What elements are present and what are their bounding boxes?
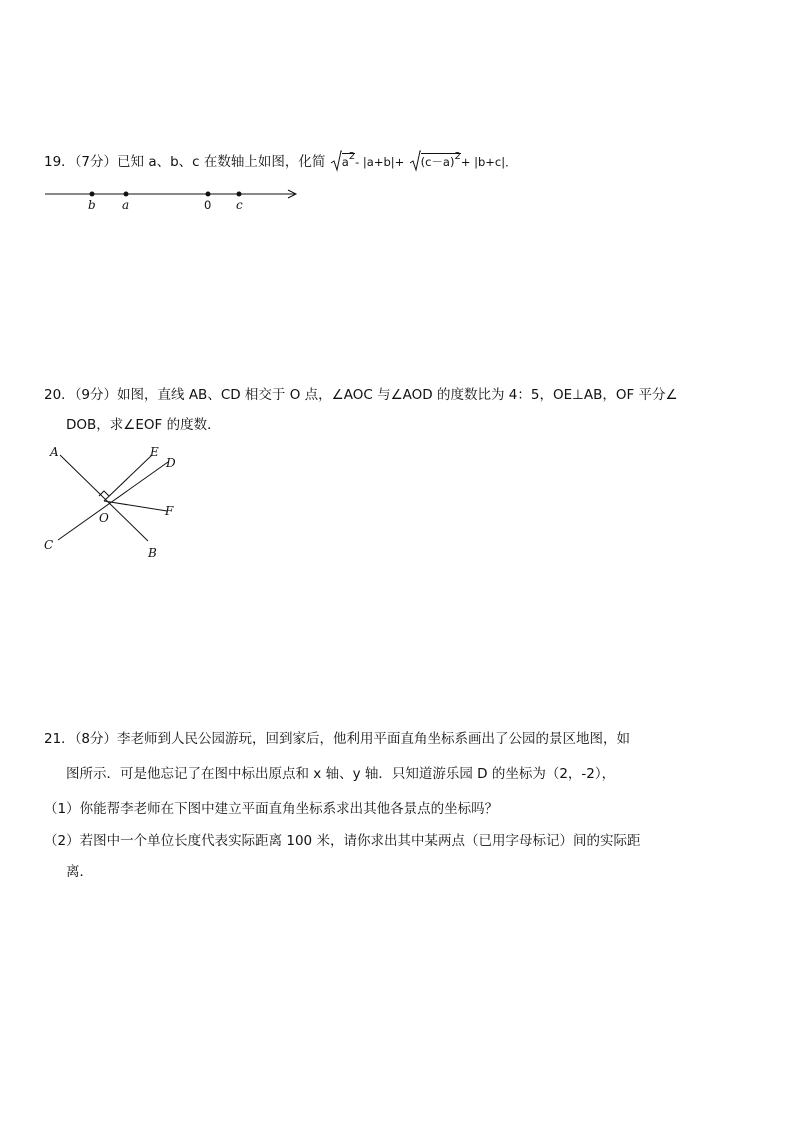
q19-expr-end: + |b+c|． bbox=[460, 155, 517, 169]
label-B: B bbox=[148, 546, 157, 560]
q21-line-1 bbox=[44, 729, 630, 749]
q21-sub-question-1: （1）你能帮李老师在下图中建立平面直角坐标系求出其他各景点的坐标吗？ bbox=[44, 801, 499, 817]
q20-text-1: 如图，直线 AB、CD 相交于 O 点，∠AOC 与∠AOD 的度数比为 4：5，OE⊥AB，OF 平分∠ bbox=[117, 387, 678, 403]
label-D: D bbox=[166, 456, 176, 470]
q20-line-2: DOB，求∠EOF 的度数． bbox=[66, 417, 221, 433]
q19-score: （7分） bbox=[74, 154, 118, 170]
q19-text: 已知 a、b、c 在数轴上如图，化简 bbox=[117, 154, 326, 170]
point-c bbox=[237, 192, 242, 197]
q19-expr-mid: - |a+b|+ bbox=[355, 155, 405, 169]
point-zero bbox=[206, 192, 211, 197]
q21-score: （8分） bbox=[74, 731, 118, 747]
label-a: a bbox=[122, 198, 130, 212]
label-C: C bbox=[44, 538, 54, 552]
label-F: F bbox=[165, 504, 174, 518]
q19-number-line bbox=[40, 184, 302, 216]
label-zero: 0 bbox=[204, 198, 212, 212]
q21-line-2: 图所示．可是他忘记了在图中标出原点和 x 轴、y 轴．只知道游乐园 D 的坐标为（2，-2）， bbox=[66, 766, 616, 782]
q20-figure bbox=[40, 445, 185, 563]
label-A: A bbox=[50, 445, 59, 459]
label-c: c bbox=[236, 198, 243, 212]
q21-text-1: 李老师到人民公园游玩，回到家后，他利用平面直角坐标系画出了公园的景区地图，如 bbox=[117, 731, 631, 747]
q21-sub-question-2-cont: 离． bbox=[66, 864, 93, 880]
q20-line-1 bbox=[44, 385, 678, 405]
q19-statement bbox=[44, 150, 517, 174]
label-O: O bbox=[99, 511, 109, 525]
q19-radical-2: $(c-a)^2$ bbox=[409, 150, 461, 174]
point-b bbox=[90, 192, 95, 197]
q20-score: （9分） bbox=[74, 387, 118, 403]
q19-radical-1: $a^2$ bbox=[330, 150, 355, 174]
q20-number: 20． bbox=[44, 387, 75, 403]
radical-sign-icon bbox=[330, 150, 342, 172]
radical-sign-icon bbox=[409, 150, 421, 172]
q21-number: 21． bbox=[44, 731, 75, 747]
q21-sub-question-2: （2）若图中一个单位长度代表实际距离 100 米，请你求出其中某两点（已用字母标记）间的实际距 bbox=[44, 833, 641, 849]
q19-number: 19． bbox=[44, 154, 75, 170]
point-a bbox=[124, 192, 129, 197]
label-b: b bbox=[88, 198, 96, 212]
label-E: E bbox=[150, 445, 159, 459]
